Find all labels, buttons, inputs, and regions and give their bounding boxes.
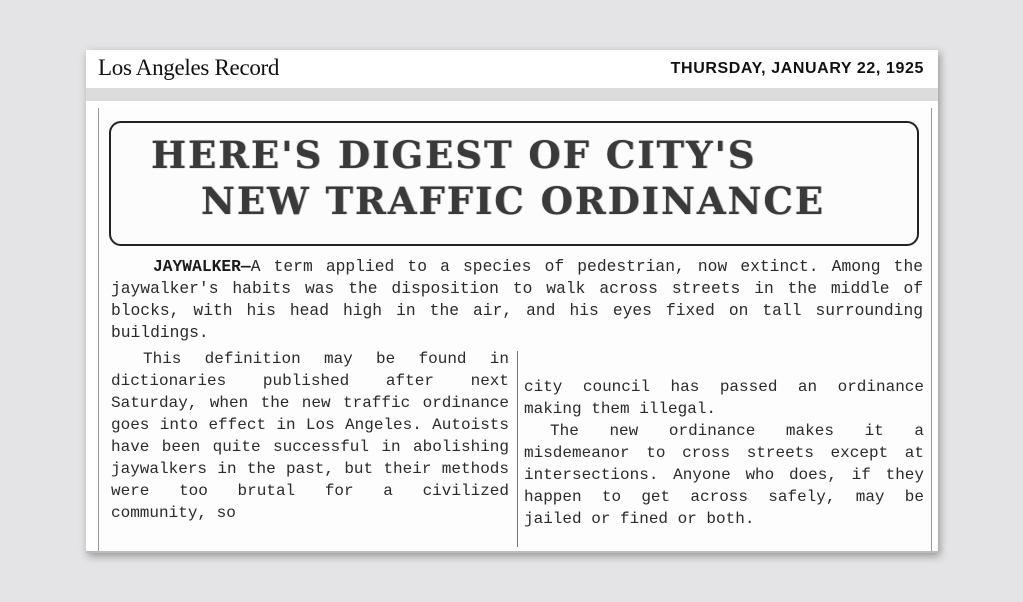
column-divider — [517, 351, 518, 547]
masthead — [86, 50, 938, 88]
headline-line-2: NEW TRAFFIC ORDINANCE — [201, 179, 825, 223]
article — [98, 108, 932, 553]
left-column-text: This definition may be found in dictionaries published after next Saturday, when the new traffic ordinance goes into effect in Los Angeles. Autoists have been quite successful in abolishing jaywalkers in the past, but their methods were too brutal for a civilized community, so — [111, 350, 509, 522]
right-column-paragraph: The new ordinance makes it a misdemeanor to cross streets except at intersections. Anyone who does, if they happen to get across safely, may be jailed or fined or both. — [524, 422, 924, 528]
left-column — [111, 348, 509, 524]
bottom-edge — [86, 551, 938, 553]
headline-line-1: HERE'S DIGEST OF CITY'S — [151, 133, 757, 177]
lead-paragraph — [111, 256, 923, 344]
newspaper-clipping — [86, 50, 938, 553]
lead-text: A term applied to a species of pedestrian, now extinct. Among the jaywalker's habits was the disposition to walk across streets in the middle of blocks, with his head high in the air, and his eyes fixed on tall surrounding buildings. — [111, 257, 923, 342]
newspaper-name: Los Angeles Record — [98, 55, 280, 80]
right-column — [524, 376, 924, 530]
lead-kicker: JAYWALKER— — [153, 257, 251, 276]
publication-date: THURSDAY, JANUARY 22, 1925 — [670, 60, 924, 77]
masthead-rule — [86, 88, 938, 101]
right-column-continuation: city council has passed an ordinance making them illegal. — [524, 378, 924, 418]
headline-box — [109, 121, 919, 246]
